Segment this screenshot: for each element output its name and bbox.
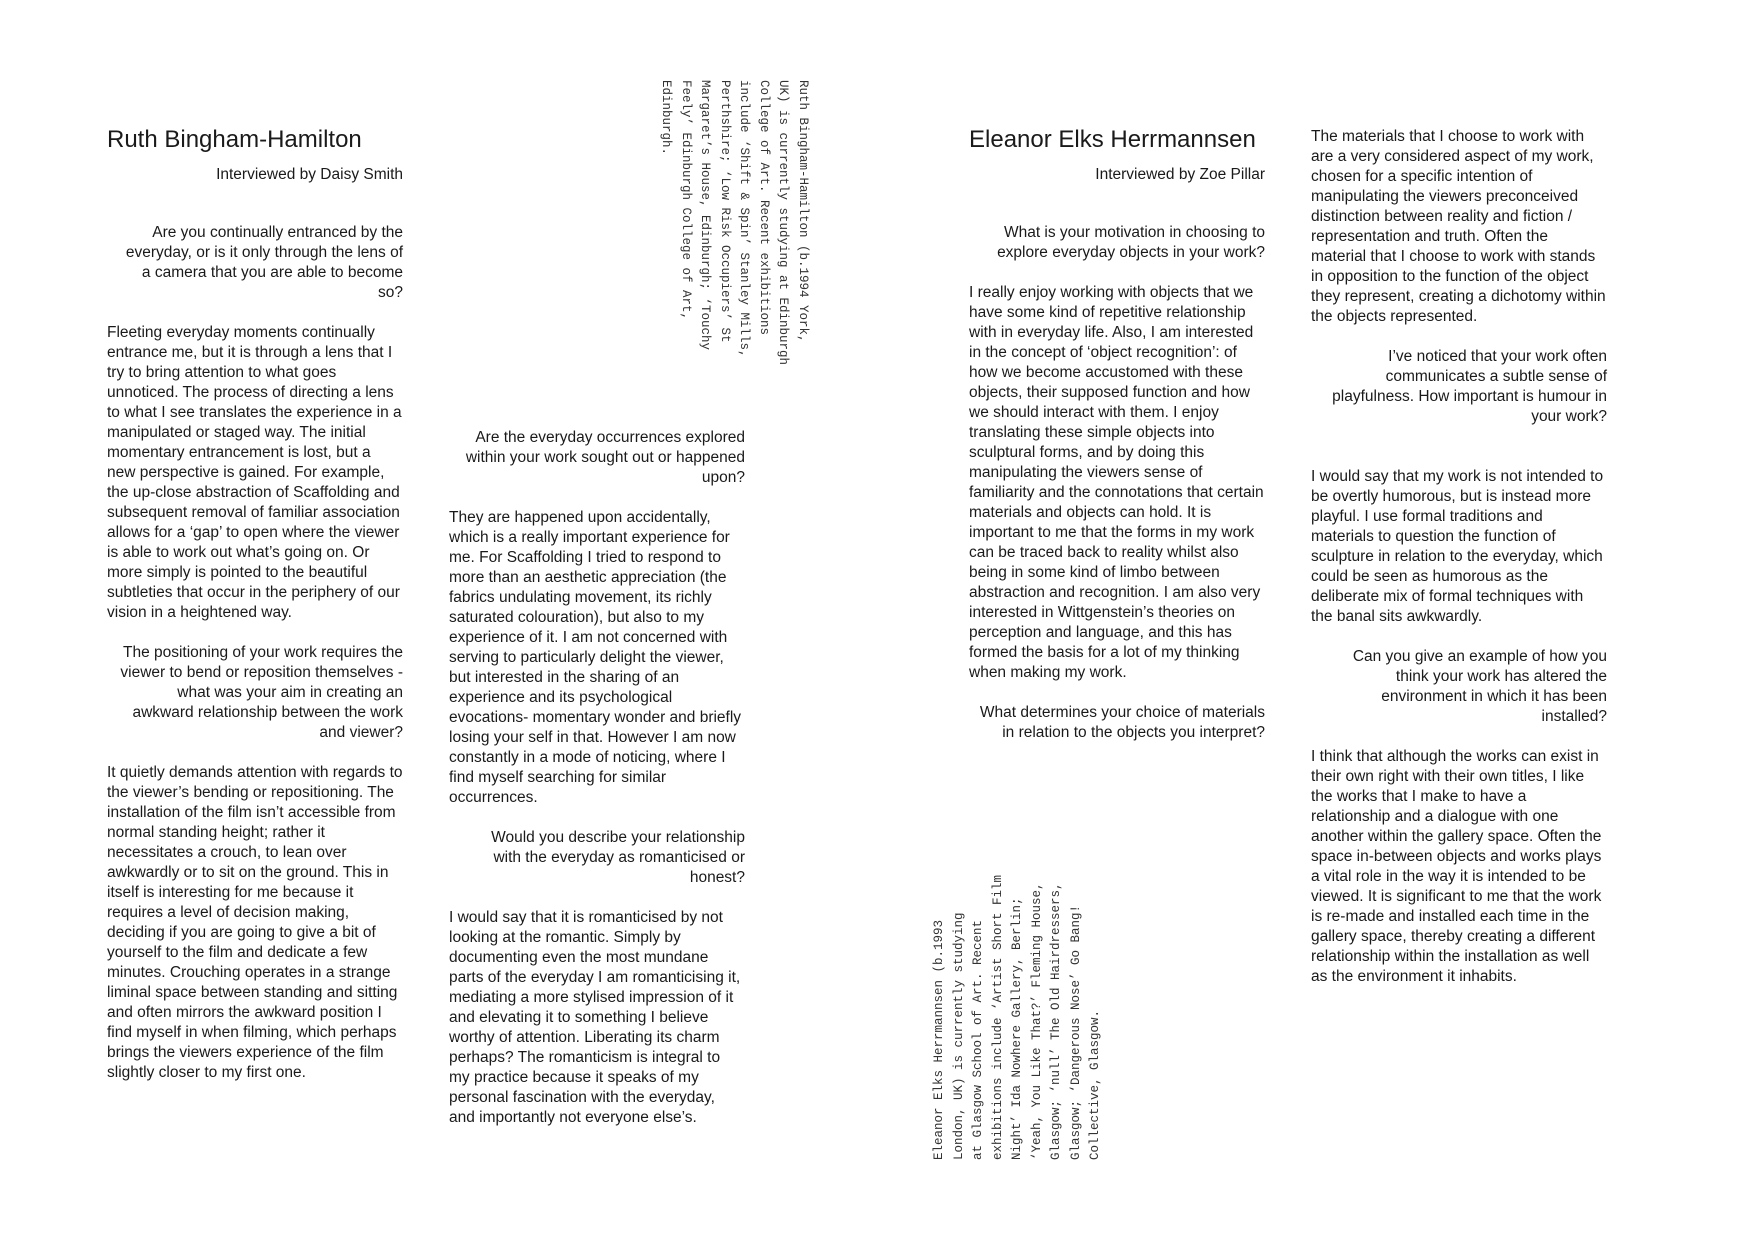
eleanor-question-3: I’ve noticed that your work often communicates a subtle sense of playfulness. How important is humour in your work? — [1332, 348, 1607, 425]
eleanor-question-2: What determines your choice of materials in relation to the objects you interpret? — [979, 703, 1265, 741]
eleanor-answer-4: I think that although the works can exist in their own right with their own titles, I like the works that I make to have a relationship and a dialogue with one another within the gallery space. Often the space in-between objects and works plays a vital role in the way it is intended to be viewed. It is significant to me that the work is re-made and installed each time in the gallery space, thereby creating a different relationship within the installation as well as the environment it inhabits. — [1311, 748, 1602, 985]
eleanor-name: Eleanor Elks Herrmannsen — [969, 126, 1256, 153]
eleanor-answer-3: I would say that my work is not intended to be overtly humorous, but is instead more playful. I use formal traditions and materials to question the function of sculpture in relation to the everyday, which could be seen as humorous as the deliberate mix of formal techniques with the banal sits awkwardly. — [1311, 468, 1604, 625]
eleanor-interviewer: Interviewed by Zoe Pillar — [1095, 165, 1265, 183]
eleanor-column-1 — [969, 126, 1265, 743]
ruth-question-4: Would you describe your relationship with the everyday as romanticised or honest? — [491, 829, 745, 886]
eleanor-question-4: Can you give an example of how you think your work has altered the environment in which it has been installed? — [1352, 648, 1607, 725]
eleanor-bio: Eleanor Elks Herrmannsen (b.1993 London, UK) is currently studying at Glasgow School of Art. Recent exhibitions include ‘Artist Short Film Night’ Ida Nowhere Gallery, Berlin; ‘Yeah, You Like That?’ Fleming House, Glasgow; ‘null’ The Old Hairdressers, Glasgow; ‘Dangerous Nose’ Go Bang! Collective, Glasgow. — [932, 874, 1102, 1160]
ruth-column-1 — [107, 126, 403, 1083]
ruth-question-3: Are the everyday occurrences explored within your work sought out or happened upon? — [465, 429, 745, 486]
ruth-bio: Ruth Bingham-Hamilton (b.1994 York, UK) is currently studying at Edinburgh College of Art. Recent exhibitions include ‘Shift & Spin’ Stanley Mills, Perthshire; ‘Low Risk Occupiers’ St Margaret’s House, Edinburgh; ‘Touchy Feely’ Edinburgh College of Art, Edinburgh. — [659, 80, 810, 366]
eleanor-column-2 — [1311, 127, 1607, 987]
ruth-column-2 — [449, 428, 745, 1128]
eleanor-question-1: What is your motivation in choosing to explore everyday objects in your work? — [997, 223, 1265, 261]
ruth-interviewer: Interviewed by Daisy Smith — [216, 165, 403, 183]
ruth-answer-3: They are happened upon accidentally, which is a really important experience for me. For Scaffolding I tried to respond to more than an aesthetic appreciation (the fabrics undulating movement, its richly saturated colouration), but also to my experience of it. I am not concerned with serving to particularly delight the viewer, but interested in the sharing of an experience and its psychological evocations- momentary wonder and briefly losing your self in that. However I am now constantly in a mode of noticing, where I find myself searching for similar occurrences. — [449, 509, 742, 806]
ruth-answer-4: I would say that it is romanticised by not looking at the romantic. Simply by documenting even the most mundane parts of the everyday I am romanticising it, mediating a more stylised impression of it and elevating it to something I believe worthy of attention. Liberating its charm perhaps? The romanticism is integral to my practice because it speaks of my personal fascination with the everyday, and importantly not everyone else’s. — [449, 909, 741, 1126]
ruth-answer-1: Fleeting everyday moments continually entrance me, but it is through a lens that I try to bring attention to what goes unnoticed. The process of directing a lens to what I see translates the experience in a manipulated or staged way. The initial momentary entrancement is lost, but a new perspective is gained. For example, the up-close abstraction of Scaffolding and subsequent removal of familiar association allows for a ‘gap’ to open where the viewer is able to work out what’s going on. Or more simply is pointed to the beautiful subtleties that occur in the periphery of our vision in a heightened way. — [107, 323, 402, 621]
ruth-question-1: Are you continually entranced by the everyday, or is it only through the lens of a camera that you are able to become so? — [125, 223, 403, 301]
eleanor-answer-1: I really enjoy working with objects that we have some kind of repetitive relationship with in everyday life. Also, I am interested in the concept of ‘object recognition’: of how we become accustomed with these objects, their supposed function and how we should interact with them. I enjoy translating these simple objects into sculptural forms, and by doing this manipulating the viewers sense of familiarity and the connotations that certain materials and objects can hold. It is important to me that the forms in my work can be traced back to reality whilst also being in some kind of limbo between abstraction and recognition. I am also very interested in Wittgenstein’s theories on perception and language, and this has formed the basis for a lot of my thinking when making my work. — [969, 283, 1264, 681]
ruth-question-2: The positioning of your work requires the viewer to bend or reposition themselves - what was your aim in creating an awkward relationship between the work and viewer? — [120, 643, 403, 741]
ruth-answer-2: It quietly demands attention with regards to the viewer’s bending or repositioning. The installation of the film isn’t accessible from normal standing height; rather it necessitates a crouch, to lean over awkwardly or to sit on the ground. This in itself is interesting for me because it requires a level of decision making, deciding if you are going to give a bit of yourself to the film and dedicate a few minutes. Crouching operates in a strange liminal space between standing and sitting and often mirrors the awkward position I find myself in when filming, which perhaps brings the viewers experience of the film slightly closer to my first one. — [107, 763, 403, 1081]
eleanor-answer-2: The materials that I choose to work with are a very considered aspect of my work, chosen for a specific intention of manipulating the viewers preconceived distinction between reality and fiction / representation and truth. Often the material that I choose to work with stands in opposition to the function of the object they represent, creating a dichotomy within the objects represented. — [1311, 128, 1606, 325]
ruth-name: Ruth Bingham-Hamilton — [107, 126, 362, 153]
